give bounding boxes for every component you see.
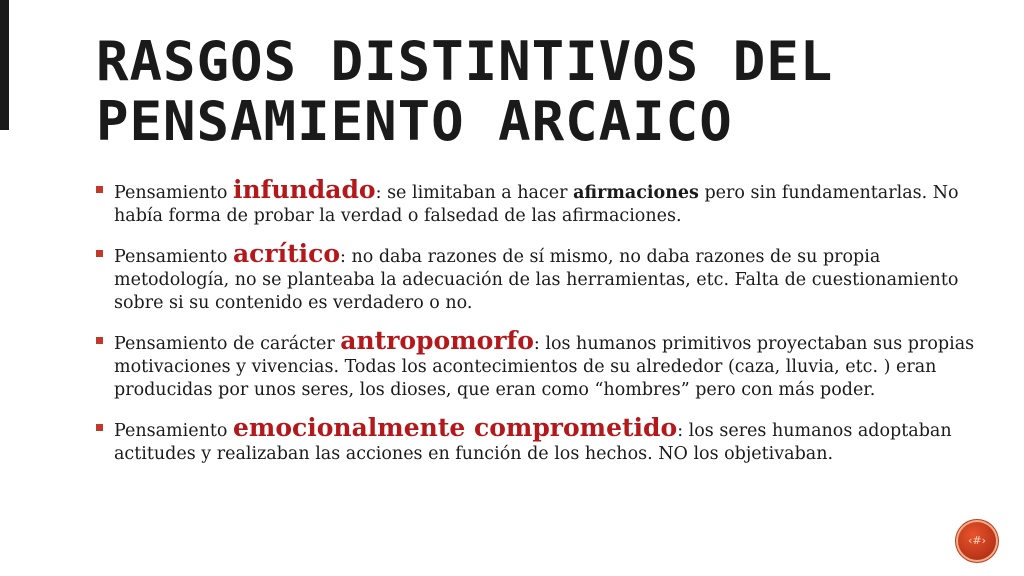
bullet-square-icon [96,250,103,257]
slide-number-badge: ‹#› [958,522,996,560]
bullet-keyword: emocionalmente comprometido [232,413,678,442]
bullet-prefix: Pensamiento [114,247,233,267]
bullet-prefix: Pensamiento [114,421,233,441]
bullet-text: : no daba razones de sí mismo, no daba razones de su propia metodología, no se planteaba la adecuación de las herramientas, etc. Falta de cuestionamiento sobre si su contenido es verdadero o no. [114,247,959,313]
bullet-square-icon [96,424,103,431]
bullet-square-icon [96,186,103,193]
bullet-emocional [96,413,976,466]
bullet-bold-term: afirmaciones [573,183,699,203]
bullet-keyword: infundado [232,175,376,204]
bullet-keyword: antropomorfo [340,326,534,355]
bullet-infundado [96,175,976,228]
bullet-list [96,175,976,480]
bullet-keyword: acrítico [232,239,341,268]
bullet-antropomorfo [96,326,976,402]
bullet-acritico [96,239,976,315]
bullet-text: : se limitaban a hacer [375,183,574,203]
bullet-text: : los humanos primitivos proyectaban sus propias motivaciones y vivencias. Todas los acontecimientos de su alrededor (caza, lluvia, etc. ) eran producidas por unos seres, los dioses, que eran como “hombres” pero con más poder. [114,334,975,400]
slide-title: RASGOS DISTINTIVOS DEL PENSAMIENTO ARCAICO [96,30,834,153]
bullet-text-continued: pero sin fundamentarlas. No había forma de probar la verdad o falsedad de las afirmaciones. [114,183,959,226]
title-accent-bar [0,0,9,130]
bullet-square-icon [96,337,103,344]
bullet-prefix: Pensamiento de carácter [114,334,341,354]
bullet-text: : los seres humanos adoptaban actitudes y realizaban las acciones en función de los hechos. NO los objetivaban. [114,421,952,464]
bullet-prefix: Pensamiento [114,183,233,203]
